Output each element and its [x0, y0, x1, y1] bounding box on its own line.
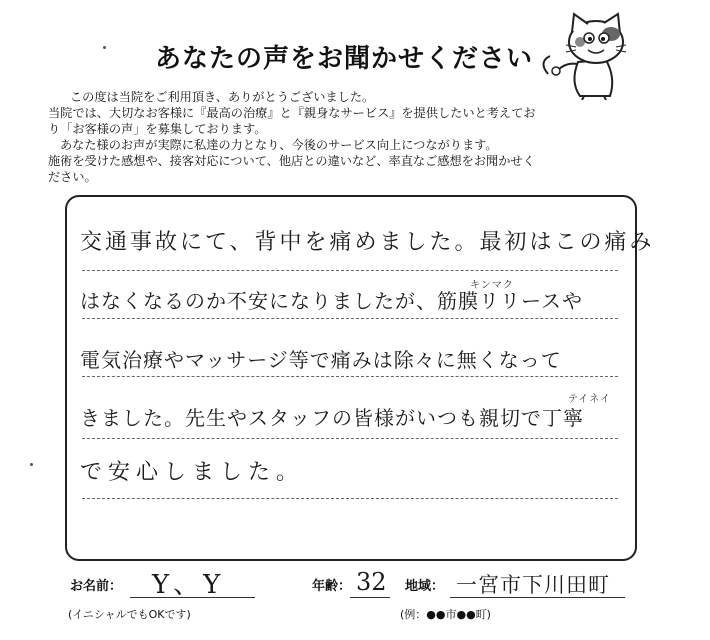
intro-line: あなた様のお声が実際に私達の力となり、今後のサービス向上につながります。 — [60, 138, 498, 152]
intro-line: 当院では、大切なお客様に『最高の治療』と『親身なサービス』を提供したいと考えてお — [48, 106, 536, 120]
intro-line: ださい。 — [48, 170, 97, 184]
writing-line — [82, 438, 618, 439]
region-label: 地域： — [405, 579, 445, 594]
age-underline — [350, 597, 390, 598]
comment-line: はなくなるのか不安になりましたが、筋膜リリースや — [80, 289, 583, 313]
region-value: 一宮市下川田町 — [456, 573, 610, 597]
age-value: 32 — [356, 568, 387, 596]
intro-line: り「お客様の声」を募集しております。 — [48, 122, 267, 136]
age-label: 年齢： — [312, 579, 352, 594]
name-value: Y、Y — [152, 570, 225, 600]
stray-mark — [30, 463, 33, 466]
comment-line: 電気治療やマッサージ等で痛みは除々に無くなって — [80, 348, 562, 372]
stray-mark — [103, 46, 106, 49]
writing-line — [82, 318, 618, 319]
ruby-annotation: キンマク — [470, 280, 514, 291]
name-underline — [130, 597, 255, 598]
name-label: お名前： — [70, 579, 123, 594]
intro-line: この度は当院をご利用頂き、ありがとうございました。 — [70, 90, 375, 104]
region-underline — [450, 597, 625, 598]
intro-text — [48, 89, 650, 185]
name-note: (イニシャルでもOKです) — [68, 608, 191, 621]
writing-line — [82, 270, 618, 271]
region-note: (例：●●市●●町) — [400, 608, 491, 621]
comment-line: で安心しました。 — [80, 460, 305, 485]
page-title: あなたの声をお聞かせください — [155, 44, 534, 74]
writing-line — [82, 376, 618, 377]
comment-line: 交通事故にて、背中を痛めました。最初はこの痛み — [80, 230, 655, 255]
comment-line: きました。先生やスタッフの皆様がいつも親切で丁寧 — [80, 406, 584, 430]
intro-line: 施術を受けた感想や、接客対応について、他店との違いなど、率直なご感想をお聞かせく — [48, 154, 535, 168]
cat-icon — [536, 12, 636, 100]
ruby-annotation: テイネイ — [568, 394, 611, 405]
writing-line — [82, 498, 618, 499]
